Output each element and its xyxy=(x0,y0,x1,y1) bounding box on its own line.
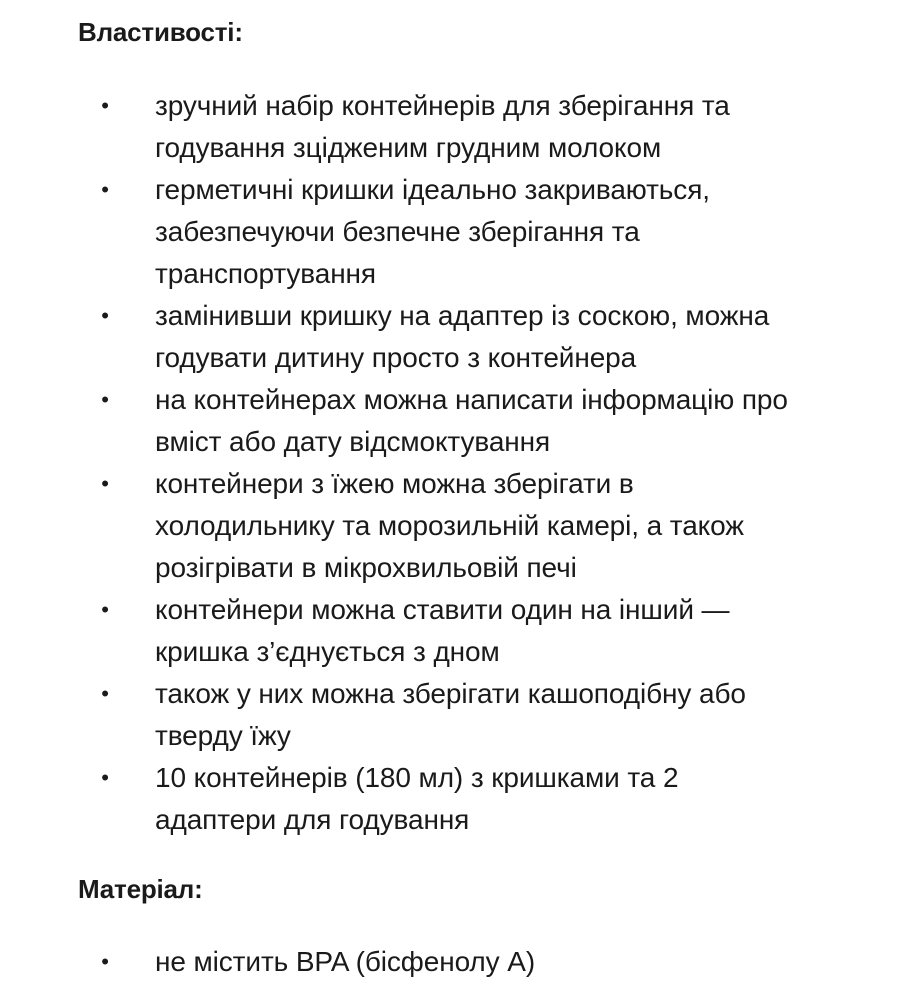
bullet-icon: • xyxy=(101,471,109,496)
bullet-icon: • xyxy=(101,93,109,118)
list-item-text: зручний набір контейнерів для зберігання та годування зцідженим грудним молоком xyxy=(155,90,730,163)
list-item-text: 10 контейнерів (180 мл) з кришками та 2 адаптери для годування xyxy=(155,762,679,835)
bullet-icon: • xyxy=(101,597,109,622)
bullet-icon: • xyxy=(101,303,109,328)
list-item xyxy=(0,169,785,295)
list-item-text: на контейнерах можна написати інформацію про вміст або дату відсмоктування xyxy=(155,384,788,457)
list-item xyxy=(0,295,855,379)
list-item xyxy=(0,673,825,757)
list-item xyxy=(0,589,795,673)
features-heading: Властивості: xyxy=(78,17,243,47)
list-item-text: контейнери можна ставити один на інший — кришка з’єднується з дном xyxy=(155,594,730,667)
material-heading: Матеріал: xyxy=(78,874,203,904)
bullet-icon: • xyxy=(101,949,109,974)
list-item xyxy=(0,757,755,841)
bullet-icon: • xyxy=(101,177,109,202)
bullet-icon: • xyxy=(101,387,109,412)
list-item-text: не містить BPA (бісфенолу А) xyxy=(155,946,536,977)
material-list xyxy=(0,941,845,983)
bullet-icon: • xyxy=(101,681,109,706)
features-list xyxy=(0,85,855,841)
list-item-text: також у них можна зберігати кашоподібну або тверду їжу xyxy=(155,678,746,751)
list-item xyxy=(0,379,815,463)
bullet-icon: • xyxy=(101,765,109,790)
list-item-text: герметичні кришки ідеально закриваються, забезпечуючи безпечне зберігання та транспортування xyxy=(155,174,710,289)
list-item xyxy=(0,941,845,983)
list-item-text: замінивши кришку на адаптер із соскою, можна годувати дитину просто з контейнера xyxy=(155,300,770,373)
list-item-text: контейнери з їжею можна зберігати в холодильнику та морозильній камері, а також розігрівати в мікрохвильовій печі xyxy=(155,468,744,583)
list-item xyxy=(0,463,815,589)
list-item xyxy=(0,85,795,169)
